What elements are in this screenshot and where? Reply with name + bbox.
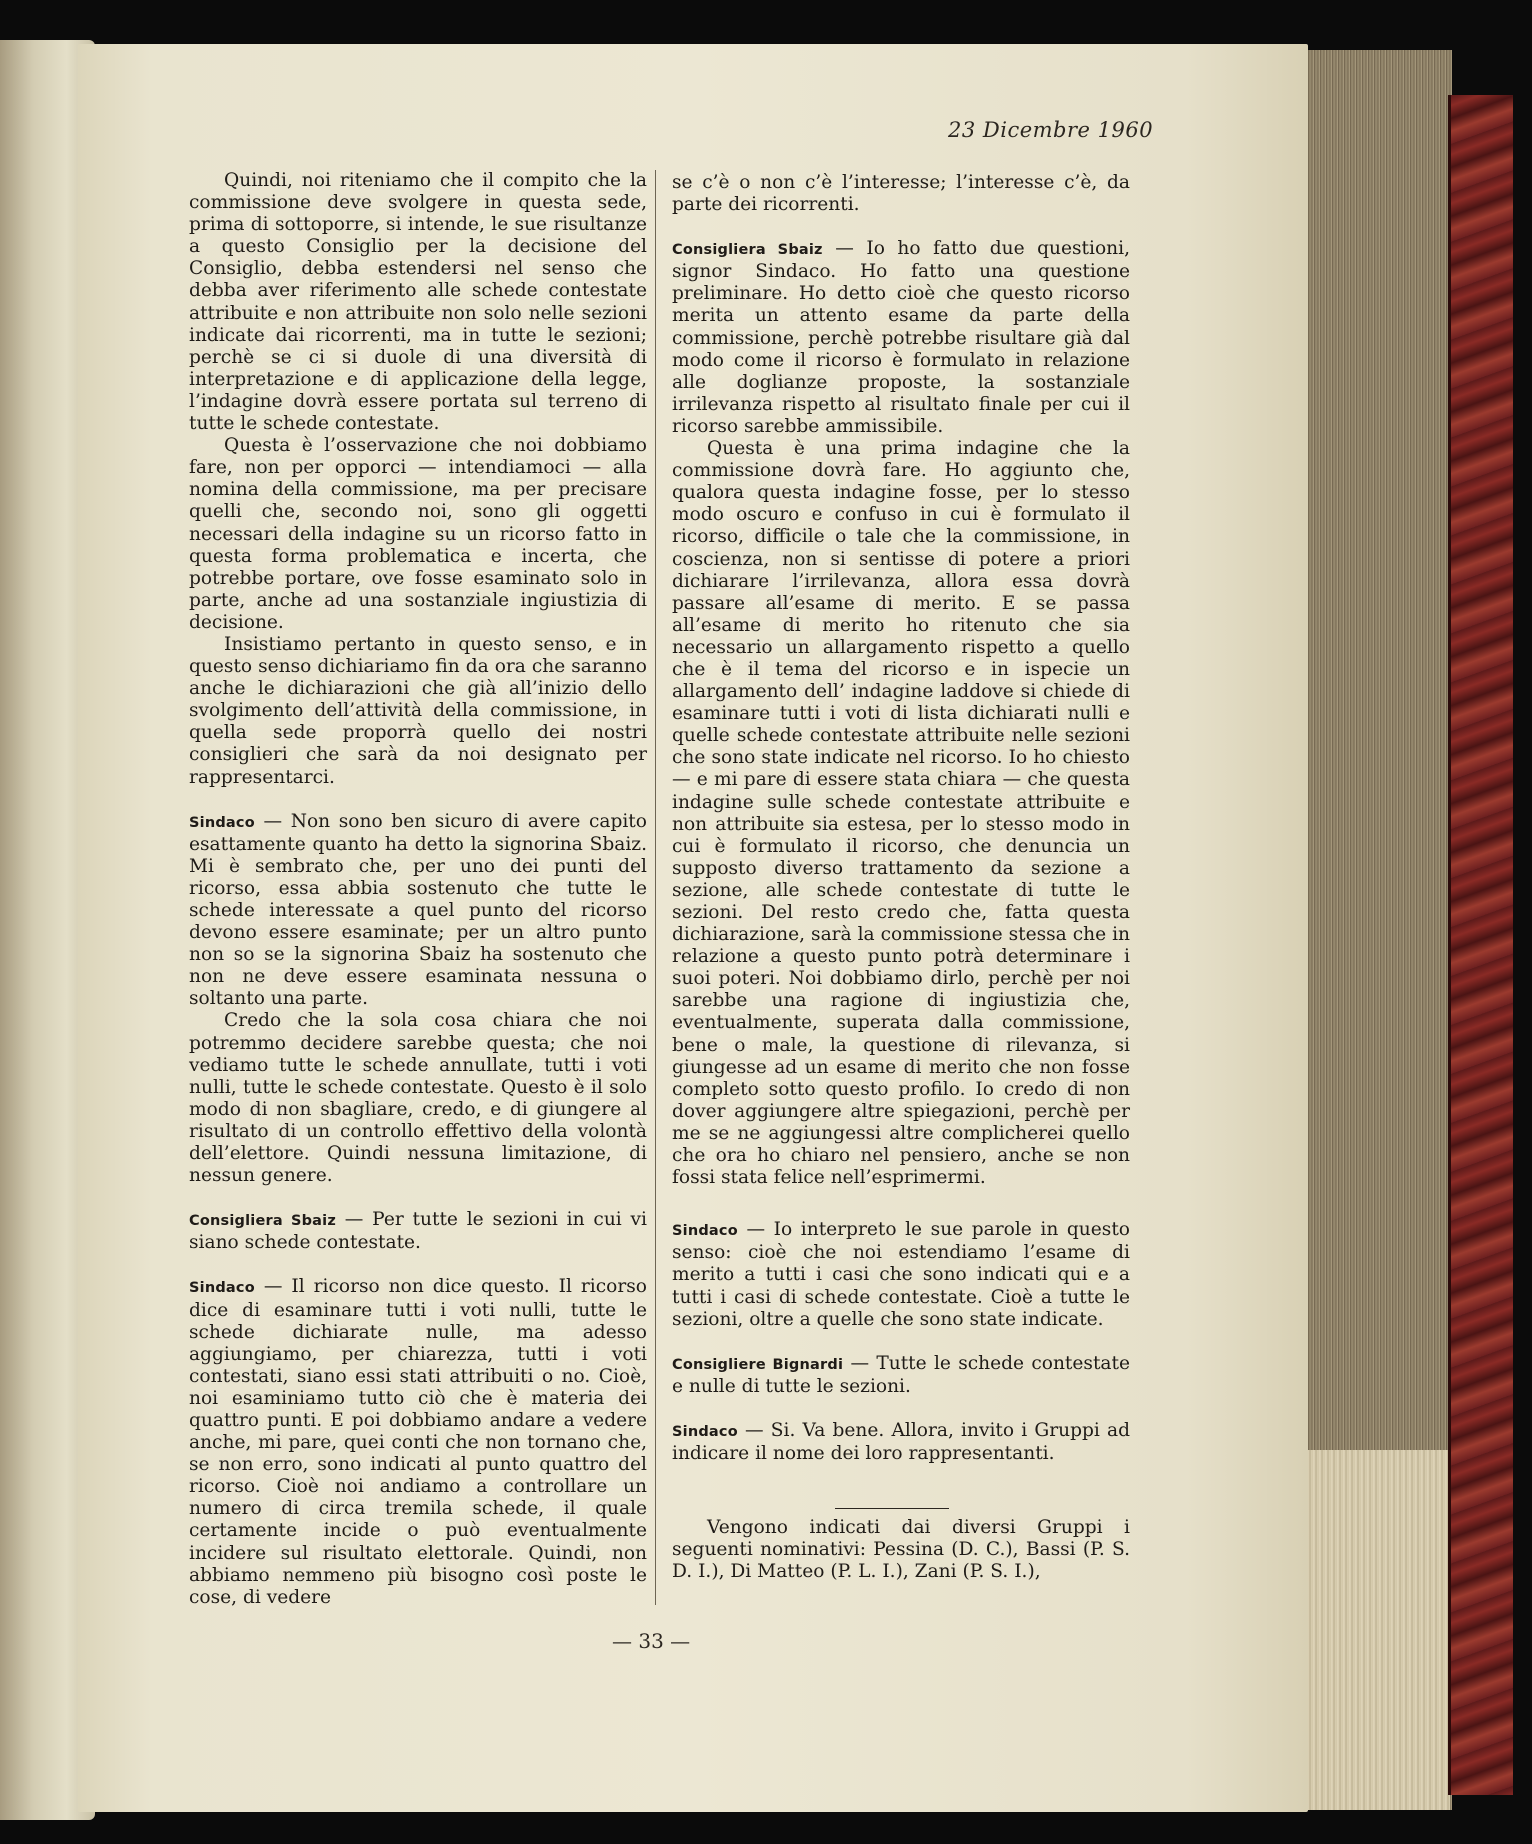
page-stack-lower — [1300, 1450, 1450, 1810]
speech-text: — Non sono ben sicuro di avere capito esattamente quanto ha detto la signorina Sbaiz. Mi è sembrato che, per uno dei punti del ricorso, essa abbia sostenuto che tutte le schede interessate a quel punto del ricorso devono essere esaminate; per un altro punto non so se la signorina Sbaiz ha sostenuto che non ne deve essere esaminata nessuna o soltanto una parte. — [189, 810, 647, 1010]
right-column — [672, 172, 1130, 1583]
speech-text: — Io ho fatto due questioni, signor Sindaco. Ho fatto una questione preliminare. Ho detto cioè che questo ricorso merita un attento esame da parte della commissione, perchè potrebbe risultare già dal modo come il ricorso è formulato in relazione alle doglianze proposte, la sostanziale irrilevanza rispetto al risultato finale per cui il ricorso sarebbe ammissibile. — [672, 238, 1130, 437]
paragraph: Vengono indicati dai diversi Gruppi i seguenti nominativi: Pessina (D. C.), Bassi (P. S. D. I.), Di Matteo (P. L. I.), Zani (P. S. I.), — [672, 1517, 1130, 1583]
speech-sbaiz — [189, 1209, 647, 1254]
speaker-name: Consigliere Bignardi — [672, 1356, 844, 1373]
speaker-name: Consigliera Sbaiz — [672, 242, 823, 259]
speech-text: — Per tutte le sezioni in cui vi siano schede contestate. — [189, 1209, 647, 1254]
paragraph: Credo che la sola cosa chiara che noi potremmo decidere sarebbe questa; che noi vediamo tutte le schede annullate, tutti i voti nulli, tutte le schede contestate. Questo è il solo modo di non sbagliare, credo, e di giungere al risultato di un controllo effettivo della volontà dell’elettore. Quindi nessuna limitazione, di nessun genere. — [189, 1010, 647, 1187]
speaker-name: Sindaco — [672, 1223, 738, 1240]
page-number: — 33 — — [612, 1629, 691, 1653]
speech-sbaiz — [672, 238, 1130, 438]
speech-text: — Si. Va bene. Allora, invito i Gruppi ad indicare il nome dei loro rappresentanti. — [672, 1419, 1130, 1464]
paragraph: Questa è l’osservazione che noi dobbiamo fare, non per opporci — intendiamoci — alla nomina della commissione, ma per precisare quelli che, secondo noi, sono gli oggetti necessari della indagine su un ricorso fatto in questa forma problematica e incerta, che potrebbe portare, ove fosse esaminato solo in parte, anche ad una sostanziale ingiustizia di decisione. — [189, 435, 647, 633]
speech-text: — Io interpreto le sue parole in questo senso: cioè che noi estendiamo l’esame di merito a tutti i casi che sono indicati qui e a tutti i casi di schede contestate. Cioè a tutte le sezioni, oltre a quelle che sono state indicate. — [672, 1219, 1130, 1330]
page-date-header: 23 Dicembre 1960 — [948, 118, 1154, 142]
speech-text: — Il ricorso non dice questo. Il ricorso dice di esaminare tutti i voti nulli, tutte le schede dichiarate nulle, ma adesso aggiungiamo, per chiarezza, tutti i voti contestati, siano essi stati attribuiti o no. Cioè, noi esaminiamo tutto ciò che è materia dei quattro punti. E poi dobbiamo andare a vedere anche, mi pare, quei conti che non tornano che, se non erro, sono indicati al punto quattro del ricorso. Cioè noi andiamo a controllare un numero di circa tremila schede, il quale certamente incide o può eventualmente incidere sul risultato elettorale. Quindi, non abbiamo nemmeno più bisogno così poste le cose, di vedere — [189, 1276, 647, 1608]
speech-text: — Tutte le schede contestate e nulle di tutte le sezioni. — [672, 1352, 1130, 1397]
paragraph: Questa è una prima indagine che la commissione dovrà fare. Ho aggiunto che, qualora questa indagine fosse, per lo stesso modo oscuro e confuso in cui è formulato il ricorso, difficile o tale che la commissione, in coscienza, non si sentisse di potere a priori dichiarare l’irrilevanza, allora essa dovrà passare all’esame di merito. E se passa all’esame di merito ho ritenuto che sia necessario un allargamento rispetto a quello che è il tema del ricorso e in ispecie un allargamento dell’ indagine laddove si chiede di esaminare tutti i voti di lista dichiarati nulli e quelle schede contestate attribuite nelle sezioni che sono state indicate nel ricorso. Io ho chiesto — e mi pare di essere stata chiara — che questa indagine sulle schede contestate attribuite e non attribuite sia estesa, per lo stesso modo in cui è formulato il ricorso, che denuncia un supposto diverso trattamento da sezione a sezione, alle schede contestate di tutte le sezioni. Del resto credo che, fatta questa dichiarazione, sarà la commissione stessa che in relazione a questo punto potrà determinare i suoi poteri. Noi dobbiamo dirlo, perchè per noi sarebbe una ragione di ingiustizia che, eventualmente, superata dalla commissione, bene o male, la questione di rilevanza, si giungesse ad un esame di merito che non fosse completo sotto questo profilo. Io credo di non dover aggiungere altre spiegazioni, perchè per me se ne aggiungessi altre complicherei quello che ora ho chiaro nel pensiero, anche se non fossi stata felice nell’esprimermi. — [672, 438, 1130, 1189]
speech-bignardi — [672, 1353, 1130, 1398]
speech-sindaco — [672, 1219, 1130, 1330]
speaker-name: Sindaco — [672, 1423, 738, 1440]
paragraph: Quindi, noi riteniamo che il compito che la commissione deve svolgere in questa sede, prima di sottoporre, si intende, le sue risultanze a questo Consiglio per la decisione del Consiglio, debba estendersi nel senso che debba aver riferimento alle schede contestate attribuite e non attribuite non solo nelle sezioni indicate dai ricorrenti, ma in tutte le sezioni; perchè se ci si duole di una diversità di interpretazione e di applicazione della legge, l’indagine dovrà essere portata sul terreno di tutte le schede contestate. — [189, 170, 647, 435]
left-column — [189, 170, 647, 1609]
column-divider — [655, 170, 656, 1605]
speaker-name: Sindaco — [189, 1280, 255, 1297]
speech-sindaco — [672, 1420, 1130, 1465]
section-divider — [835, 1508, 949, 1509]
book-cover-marbled — [1448, 95, 1513, 1795]
speech-sindaco — [189, 811, 647, 1011]
paragraph: se c’è o non c’è l’interesse; l’interesse c’è, da parte dei ricorrenti. — [672, 172, 1130, 216]
speaker-name: Consigliera Sbaiz — [189, 1213, 336, 1230]
speaker-name: Sindaco — [189, 814, 255, 831]
paragraph: Insistiamo pertanto in questo senso, e in questo senso dichiariamo fin da ora che saranno anche le dichiarazioni che già all’inizio dello svolgimento dell’attività della commissione, in quella sede proporrà quello dei nostri consiglieri che sarà da noi designato per rappresentarci. — [189, 633, 647, 788]
speech-sindaco — [189, 1276, 647, 1608]
